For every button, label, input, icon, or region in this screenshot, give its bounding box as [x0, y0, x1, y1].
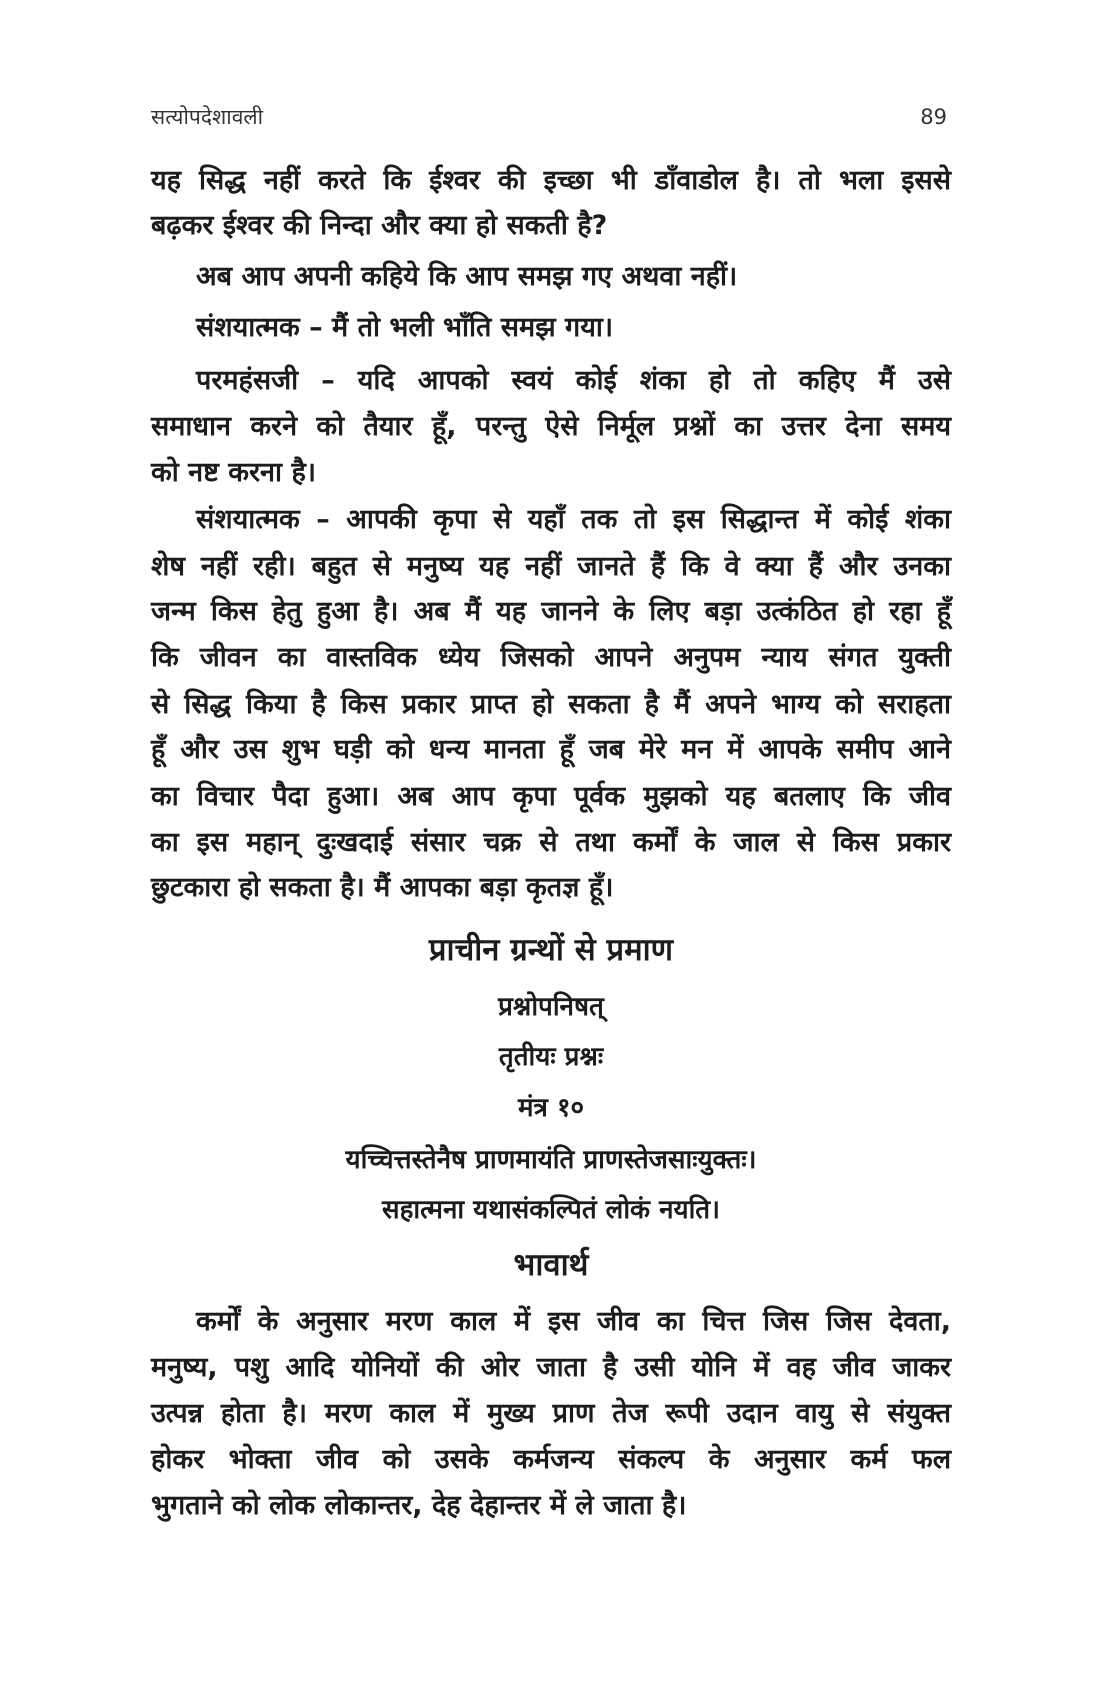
body-line: यह सिद्ध नहीं करते कि ईश्वर की इच्छा भी डाँवाडोल है। तो भला इससे — [151, 165, 951, 196]
body-line: जन्म किस हेतु हुआ है। अब मैं यह जानने के लिए बड़ा उत्कंठित हो रहा हूँ — [151, 596, 951, 627]
body-line: संशयात्मक – मैं तो भली भाँति समझ गया। — [196, 312, 614, 343]
page-number: 89 — [920, 105, 947, 129]
body-line: कि जीवन का वास्तविक ध्येय जिसको आपने अनुपम न्याय संगत युक्ती — [151, 642, 951, 673]
meaning-line: भुगताने को लोक लोकान्तर, देह देहान्तर में ले जाता है। — [151, 1490, 687, 1521]
meaning-line: मनुष्य, पशु आदि योनियों की ओर जाता है उसी योनि में वह जीव जाकर — [151, 1352, 951, 1383]
verse-line: यच्चित्तस्तेनैष प्राणमायंति प्राणस्तेजसाःयुक्तः। — [345, 1145, 757, 1175]
body-line: से सिद्ध किया है किस प्रकार प्राप्त हो सकता है मैं अपने भाग्य को सराहता — [151, 689, 951, 720]
body-line: समाधान करने को तैयार हूँ, परन्तु ऐसे निर्मूल प्रश्नों का उत्तर देना समय — [151, 411, 951, 442]
body-line: का इस महान् दुःखदाई संसार चक्र से तथा कर्मों के जाल से किस प्रकार — [151, 827, 951, 858]
meaning-line: कर्मों के अनुसार मरण काल में इस जीव का चित्त जिस जिस देवता, — [196, 1306, 951, 1337]
verse-line: सहात्मना यथासंकल्पितं लोकं नयति। — [382, 1195, 720, 1225]
source-title: प्रश्नोपनिषत् — [498, 992, 604, 1022]
body-line: संशयात्मक – आपकी कृपा से यहाँ तक तो इस सिद्धान्त में कोई शंका — [196, 504, 951, 535]
body-line: हूँ और उस शुभ घड़ी को धन्य मानता हूँ जब मेरे मन में आपके समीप आने — [151, 734, 951, 765]
body-line: अब आप अपनी कहिये कि आप समझ गए अथवा नहीं। — [196, 261, 738, 292]
meaning-line: होकर भोक्ता जीव को उसके कर्मजन्य संकल्प के अनुसार कर्म फल — [151, 1444, 951, 1475]
mantra-label: मंत्र १० — [518, 1093, 584, 1123]
running-title: सत्योपदेशावली — [151, 105, 264, 129]
section-heading: प्राचीन ग्रन्थों से प्रमाण — [428, 932, 674, 968]
meaning-line: उत्पन्न होता है। मरण काल में मुख्य प्राण तेज रूपी उदान वायु से संयुक्त — [151, 1398, 951, 1429]
body-line: बढ़कर ईश्वर की निन्दा और क्या हो सकती है? — [151, 210, 608, 241]
body-line: शेष नहीं रही। बहुत से मनुष्य यह नहीं जानते हैं कि वे क्या हैं और उनका — [151, 551, 951, 582]
body-line: को नष्ट करना है। — [151, 457, 317, 488]
body-line: छुटकारा हो सकता है। मैं आपका बड़ा कृतज्ञ हूँ। — [151, 872, 614, 903]
meaning-heading: भावार्थ — [513, 1247, 589, 1283]
chapter-title: तृतीयः प्रश्नः — [498, 1042, 604, 1072]
body-line: का विचार पैदा हुआ। अब आप कृपा पूर्वक मुझको यह बतलाए कि जीव — [151, 781, 951, 812]
body-line: परमहंसजी – यदि आपको स्वयं कोई शंका हो तो कहिए मैं उसे — [196, 365, 951, 396]
